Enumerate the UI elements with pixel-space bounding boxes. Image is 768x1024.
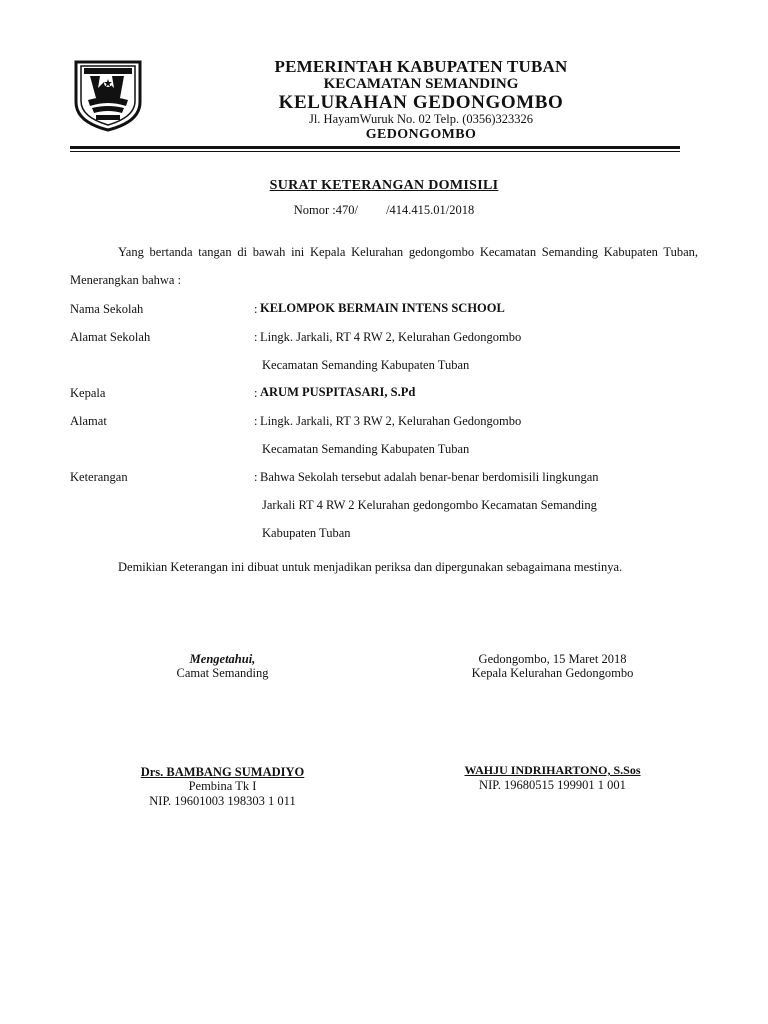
field-value-school-address-2: Kecamatan Semanding Kabupaten Tuban (262, 358, 470, 372)
header-divider-thick (70, 146, 680, 149)
sig-right-nip: NIP. 19680515 199901 1 001 (479, 778, 626, 792)
sig-right-role: Kepala Kelurahan Gedongombo (471, 666, 634, 680)
field-value-school-name: KELOMPOK BERMAIN INTENS SCHOOL (260, 301, 505, 315)
header-village: KELURAHAN GEDONGOMBO (278, 92, 564, 113)
field-value-remarks-1: Bahwa Sekolah tersebut adalah benar-benar berdomisili lingkungan (260, 470, 599, 484)
field-label-school-address: Alamat Sekolah (70, 330, 151, 344)
field-label-principal: Kepala (70, 386, 106, 400)
field-value-school-address-1: Lingk. Jarkali, RT 4 RW 2, Kelurahan Gedongombo (260, 330, 522, 344)
field-value-remarks-3: Kabupaten Tuban (262, 526, 351, 540)
field-value-address-1: Lingk. Jarkali, RT 3 RW 2, Kelurahan Gedongombo (260, 414, 522, 428)
header-address: Jl. HayamWuruk No. 02 Telp. (0356)323326 (308, 112, 534, 126)
letter-number: Nomor :470/ /414.415.01/2018 (293, 203, 475, 217)
sig-right-date: Gedongombo, 15 Maret 2018 (478, 652, 627, 666)
field-colon: : (254, 386, 258, 400)
field-colon: : (254, 414, 258, 428)
sig-left-name: Drs. BAMBANG SUMADIYO (140, 765, 305, 779)
header-district: KECAMATAN SEMANDING (323, 76, 519, 92)
header-place: GEDONGOMBO (365, 127, 477, 142)
kabupaten-tuban-emblem (70, 58, 146, 132)
header-divider-thin (70, 151, 680, 152)
field-value-principal: ARUM PUSPITASARI, S.Pd (260, 385, 416, 399)
sig-left-rank: Pembina Tk I (188, 779, 257, 793)
sig-right-name: WAHJU INDRIHARTONO, S.Sos (464, 763, 641, 777)
sig-left-role: Camat Semanding (176, 666, 269, 680)
sig-left-nip: NIP. 19601003 198303 1 011 (149, 794, 296, 808)
field-colon: : (254, 470, 258, 484)
sig-left-heading: Mengetahui, (189, 652, 256, 666)
header-government: PEMERINTAH KABUPATEN TUBAN (274, 57, 568, 76)
field-colon: : (254, 330, 258, 344)
intro-paragraph: Yang bertanda tangan di bawah ini Kepala Kelurahan gedongombo Kecamatan Semanding Kabupaten Tuban, Menerangkan bahwa : (70, 245, 698, 287)
field-value-address-2: Kecamatan Semanding Kabupaten Tuban (262, 442, 470, 456)
field-label-address: Alamat (70, 414, 107, 428)
field-label-remarks: Keterangan (70, 470, 128, 484)
field-colon: : (254, 302, 258, 316)
field-value-remarks-2: Jarkali RT 4 RW 2 Kelurahan gedongombo Kecamatan Semanding (262, 498, 597, 512)
closing-paragraph: Demikian Keterangan ini dibuat untuk menjadikan periksa dan dipergunakan sebagaimana mestinya. (118, 560, 623, 574)
field-label-school-name: Nama Sekolah (70, 302, 144, 316)
letter-title: SURAT KETERANGAN DOMISILI (269, 178, 499, 193)
